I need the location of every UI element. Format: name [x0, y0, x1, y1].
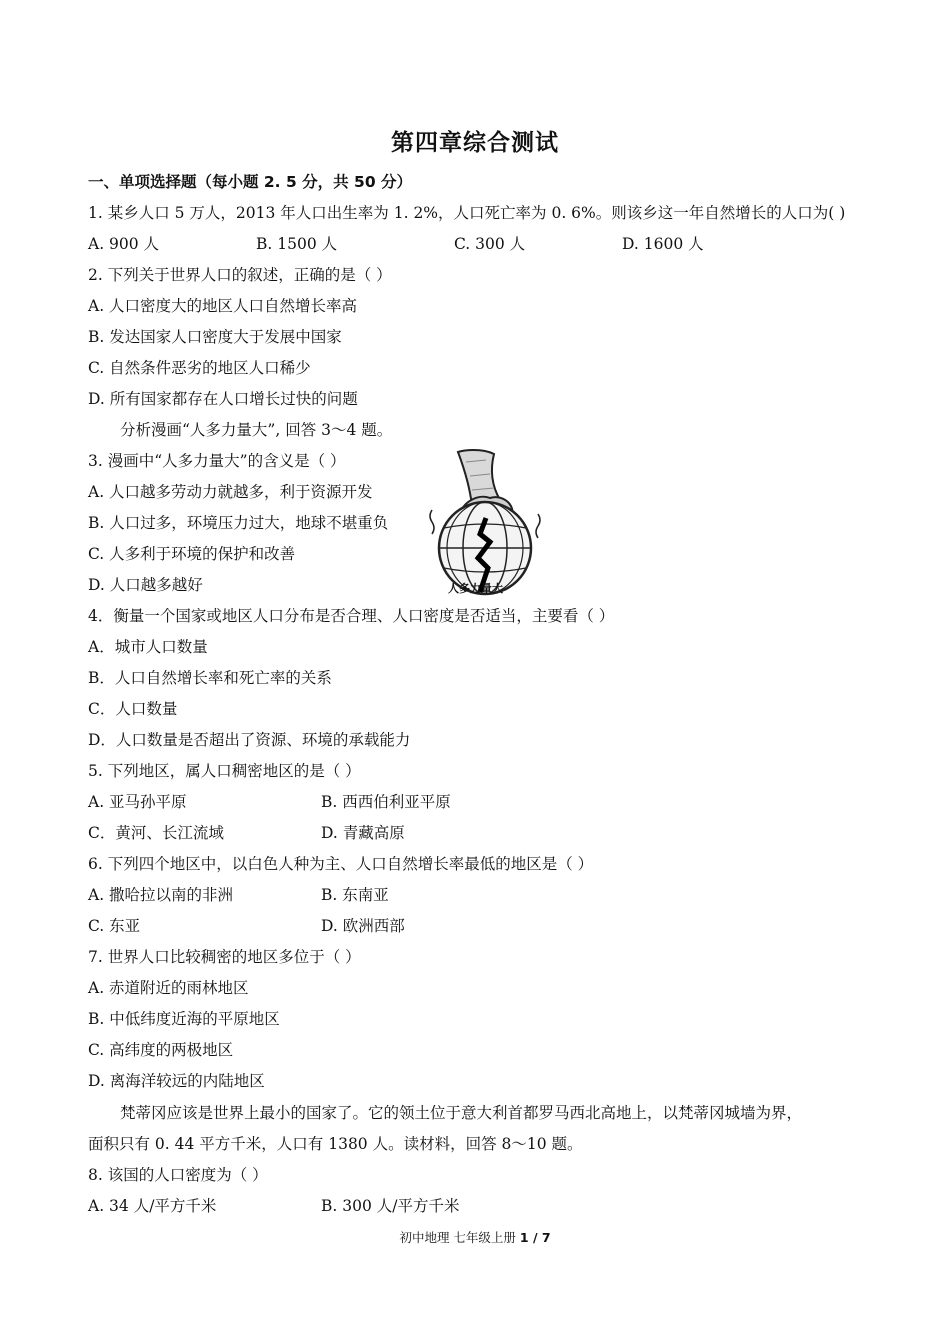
question-7-option-d: D. 离海洋较远的内陆地区 — [88, 1072, 265, 1090]
question-4-option-d: D．人口数量是否超出了资源、环境的承载能力 — [88, 731, 411, 749]
question-6-option-a: A. 撒哈拉以南的非洲 — [88, 886, 234, 904]
section-heading: 一、单项选择题（每小题 2. 5 分，共 50 分） — [88, 173, 413, 191]
question-3-option-c: C. 人多利于环境的保护和改善 — [88, 545, 296, 563]
question-8-option-b: B. 300 人/平方千米 — [321, 1197, 460, 1215]
question-5-option-c: C．黄河、长江流域 — [88, 824, 224, 842]
question-4-option-c: C．人口数量 — [88, 700, 178, 718]
question-3-option-b: B. 人口过多，环境压力过大，地球不堪重负 — [88, 514, 389, 532]
question-1-option-c: C. 300 人 — [454, 235, 526, 253]
question-4-option-a: A．城市人口数量 — [88, 638, 208, 656]
question-5-option-b: B. 西西伯利亚平原 — [321, 793, 451, 811]
question-6-option-c: C. 东亚 — [88, 917, 141, 935]
cartoon-caption: 人多力量大 — [448, 582, 503, 595]
question-8-stem: 8. 该国的人口密度为（ ） — [88, 1166, 268, 1184]
question-5-option-d: D. 青藏高原 — [321, 824, 405, 842]
question-3-option-d: D. 人口越多越好 — [88, 576, 203, 594]
question-3-option-a: A. 人口越多劳动力就越多，利于资源开发 — [88, 483, 373, 501]
question-5-stem: 5. 下列地区，属人口稠密地区的是（ ） — [88, 762, 361, 780]
question-5-option-a: A. 亚马孙平原 — [88, 793, 187, 811]
question-2-option-d: D. 所有国家都存在人口增长过快的问题 — [88, 390, 358, 408]
page-number: 1 / 7 — [519, 1230, 551, 1245]
page-footer — [0, 1228, 950, 1246]
question-6-option-d: D. 欧洲西部 — [321, 917, 405, 935]
question-7-option-c: C. 高纬度的两极地区 — [88, 1041, 234, 1059]
question-4-option-b: B．人口自然增长率和死亡率的关系 — [88, 669, 332, 687]
question-4-stem: 4．衡量一个国家或地区人口分布是否合理、人口密度是否适当，主要看（ ） — [88, 607, 615, 625]
question-1-option-d: D. 1600 人 — [622, 235, 704, 253]
question-8-option-a: A. 34 人/平方千米 — [88, 1197, 217, 1215]
intro-questions-8-10-line-1: 梵蒂冈应该是世界上最小的国家了。它的领土位于意大利首都罗马西北高地上，以梵蒂冈城墙为界， — [120, 1104, 803, 1122]
question-7-option-b: B. 中低纬度近海的平原地区 — [88, 1010, 280, 1028]
footer-text: 初中地理 七年级上册 — [399, 1230, 520, 1245]
page-title: 第四章综合测试 — [391, 130, 559, 156]
question-7-stem: 7. 世界人口比较稠密的地区多位于（ ） — [88, 948, 361, 966]
question-2-stem: 2. 下列关于世界人口的叙述，正确的是（ ） — [88, 266, 392, 284]
question-6-stem: 6. 下列四个地区中，以白色人种为主、人口自然增长率最低的地区是（ ） — [88, 855, 594, 873]
question-2-option-b: B. 发达国家人口密度大于发展中国家 — [88, 328, 342, 346]
intro-questions-8-10-line-2: 面积只有 0. 44 平方千米，人口有 1380 人。读材料，回答 8～10 题。 — [88, 1135, 583, 1153]
question-7-option-a: A. 赤道附近的雨林地区 — [88, 979, 249, 997]
question-2-option-c: C. 自然条件恶劣的地区人口稀少 — [88, 359, 311, 377]
cartoon-globe-illustration — [420, 448, 550, 598]
intro-questions-3-4: 分析漫画“人多力量大”, 回答 3～4 题。 — [120, 421, 393, 439]
question-6-option-b: B. 东南亚 — [321, 886, 389, 904]
question-1-option-b: B. 1500 人 — [256, 235, 338, 253]
question-1-option-a: A. 900 人 — [88, 235, 160, 253]
question-3-stem: 3. 漫画中“人多力量大”的含义是（ ） — [88, 452, 346, 470]
question-2-option-a: A. 人口密度大的地区人口自然增长率高 — [88, 297, 358, 315]
question-1-stem: 1. 某乡人口 5 万人，2013 年人口出生率为 1. 2%，人口死亡率为 0. 6%。则该乡这一年自然增长的人口为( ) — [88, 204, 846, 222]
